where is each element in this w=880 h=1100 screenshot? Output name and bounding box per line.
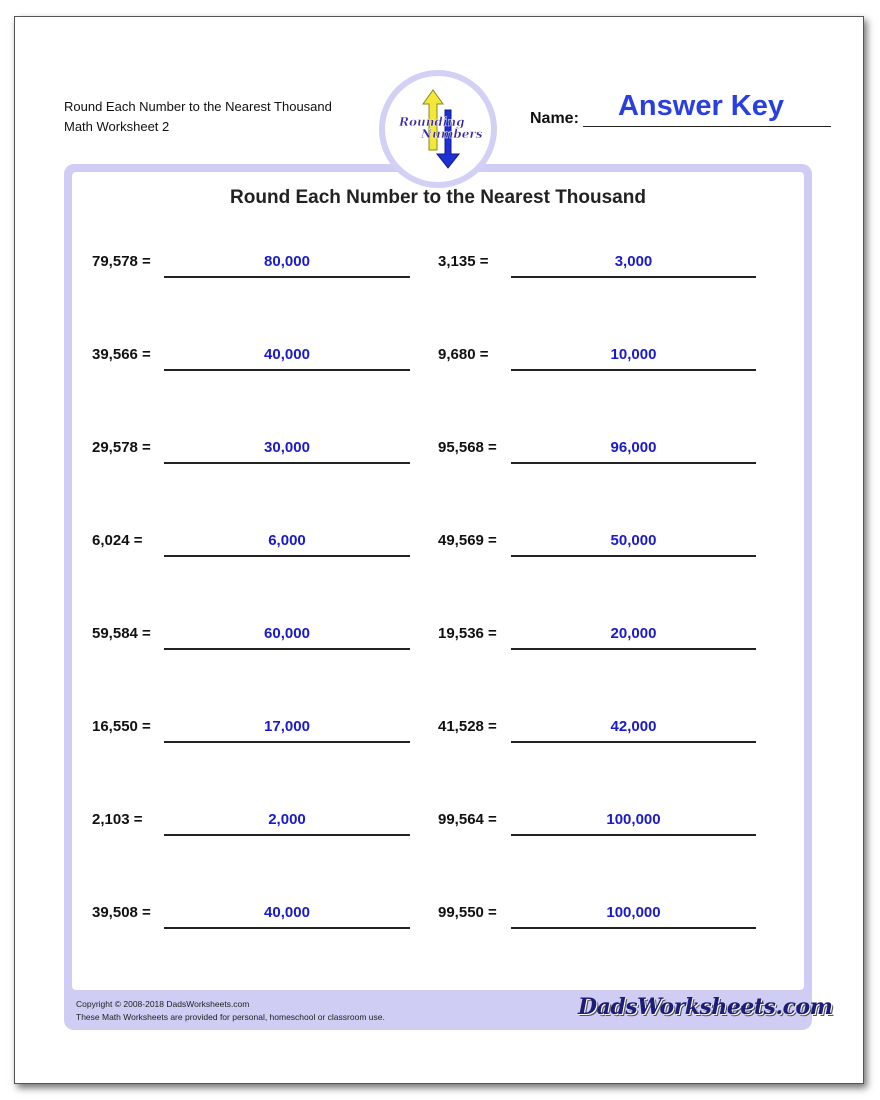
problem-answer: 42,000	[610, 718, 657, 735]
problem-answer: 100,000	[606, 811, 661, 828]
answer-line	[164, 276, 410, 278]
header-title-line1: Round Each Number to the Nearest Thousand	[64, 99, 332, 114]
header-title-line2: Math Worksheet 2	[64, 119, 170, 134]
answer-line	[511, 276, 756, 278]
answer-line	[164, 369, 410, 371]
dadsworksheets-logo: DadsWorksheets.com	[578, 994, 833, 1020]
worksheet-title: Round Each Number to the Nearest Thousand	[230, 187, 646, 208]
answer-line	[164, 741, 410, 743]
rounding-arrows-icon	[385, 76, 491, 182]
problem-answer: 6,000	[268, 532, 306, 549]
answer-line	[511, 369, 756, 371]
problem-question: 39,508 =	[92, 904, 151, 921]
problem-question: 79,578 =	[92, 253, 151, 270]
problem-question: 99,550 =	[438, 904, 497, 921]
problem-answer: 40,000	[264, 346, 310, 363]
worksheet-panel	[64, 164, 812, 1030]
problem-question: 19,536 =	[438, 625, 497, 642]
problem-answer: 96,000	[610, 439, 657, 456]
problem-answer: 20,000	[610, 625, 657, 642]
problem-answer: 50,000	[610, 532, 657, 549]
problem-answer: 100,000	[606, 904, 661, 921]
copyright-text: Copyright © 2008-2018 DadsWorksheets.com	[76, 999, 250, 1009]
problem-answer: 60,000	[264, 625, 310, 642]
answer-line	[511, 555, 756, 557]
answer-line	[164, 462, 410, 464]
answer-line	[511, 462, 756, 464]
logo-text-rounding: Rounding	[399, 115, 465, 129]
answer-line	[164, 648, 410, 650]
answer-line	[164, 927, 410, 929]
problem-question: 9,680 =	[438, 346, 489, 363]
problem-question: 39,566 =	[92, 346, 151, 363]
logo-text-numbers: Numbers	[421, 127, 483, 141]
problem-answer: 17,000	[264, 718, 310, 735]
name-label: Name:	[530, 110, 579, 127]
problem-question: 6,024 =	[92, 532, 143, 549]
answer-line	[164, 834, 410, 836]
footer-copyright	[76, 998, 385, 1024]
problem-answer: 40,000	[264, 904, 310, 921]
usage-notice: These Math Worksheets are provided for personal, homeschool or classroom use.	[76, 1012, 385, 1022]
problem-question: 95,568 =	[438, 439, 497, 456]
answer-line	[164, 555, 410, 557]
problem-question: 29,578 =	[92, 439, 151, 456]
rounding-numbers-logo	[379, 70, 497, 188]
problem-question: 49,569 =	[438, 532, 497, 549]
problem-question: 59,584 =	[92, 625, 151, 642]
name-line	[583, 126, 831, 127]
problem-question: 16,550 =	[92, 718, 151, 735]
problem-answer: 10,000	[610, 346, 657, 363]
problem-answer: 2,000	[268, 811, 306, 828]
logo-disk	[385, 76, 491, 182]
answer-line	[511, 741, 756, 743]
worksheet-header-title	[64, 97, 332, 137]
worksheet-panel-inner	[72, 172, 804, 990]
problem-question: 99,564 =	[438, 811, 497, 828]
problem-question: 2,103 =	[92, 811, 143, 828]
problem-question: 3,135 =	[438, 253, 489, 270]
problem-answer: 3,000	[614, 253, 653, 270]
answer-line	[511, 648, 756, 650]
answer-key-text: Answer Key	[617, 90, 784, 122]
problem-question: 41,528 =	[438, 718, 497, 735]
problem-answer: 30,000	[264, 439, 310, 456]
answer-line	[511, 834, 756, 836]
problem-answer: 80,000	[264, 253, 310, 270]
answer-line	[511, 927, 756, 929]
